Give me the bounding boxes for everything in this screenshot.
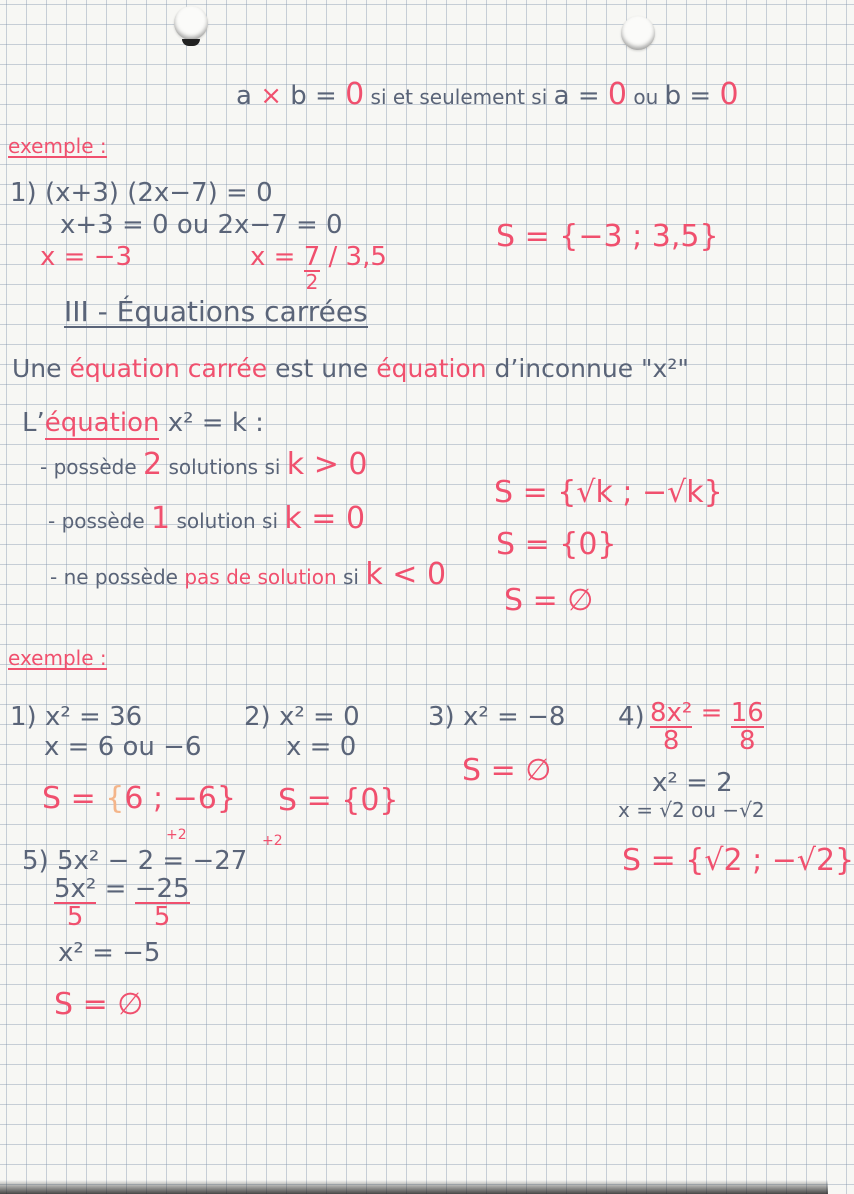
ex5-eq: =: [96, 874, 135, 904]
ex5-equation: 5) 5x² − 2 = −27: [22, 846, 248, 876]
def-part3: d’inconnue "x²": [486, 354, 689, 383]
case3-mid: si: [336, 565, 366, 589]
def-term2: équation: [376, 354, 487, 383]
case3-cond: k < 0: [365, 557, 447, 592]
ex4-den-left: 8: [662, 726, 680, 756]
ex5-divide: [54, 876, 190, 930]
rule-times: ×: [260, 81, 282, 111]
ex2-equation: 2) x² = 0: [244, 702, 360, 732]
ex1-set-prefix: S =: [42, 781, 106, 816]
case-one-solution: [48, 501, 366, 536]
example1-split: x+3 = 0 ou 2x−7 = 0: [60, 210, 343, 240]
def-part2: est une: [267, 354, 377, 383]
case1-key: 2: [143, 447, 163, 482]
ex4-num-right: 16: [730, 698, 764, 728]
example1-sol-a: x = −3: [40, 242, 133, 272]
example1-sol-b: [250, 244, 387, 292]
rule-b: b =: [290, 81, 346, 111]
def-term1: équation carrée: [69, 354, 268, 383]
case1-cond: k > 0: [286, 447, 368, 482]
ex1-equation: 1) x² = 36: [10, 702, 143, 732]
ex5-num-left: 5x²: [54, 874, 97, 904]
ex3-equation: 3) x² = −8: [428, 702, 566, 732]
ex4-den-right: 8: [738, 726, 756, 756]
rule-zero: 0: [345, 77, 365, 112]
ex4-num-left: 8x²: [650, 698, 693, 728]
example1-heading: exemple :: [8, 134, 107, 158]
rule-or: ou: [626, 85, 665, 109]
rule-b-part: b =: [664, 81, 720, 111]
case-two-solutions: [40, 447, 368, 482]
set-one-solution: S = {0}: [496, 527, 617, 562]
case1-text: - possède: [40, 455, 144, 479]
rule-statement: [236, 77, 739, 112]
ex4-label: 4): [618, 702, 645, 732]
ex5-mark-right: +2: [262, 833, 283, 849]
ex4-eq: =: [692, 698, 731, 728]
binder-hole-left: [174, 6, 208, 40]
rule-a: a: [236, 81, 252, 111]
rule-a-part: a =: [553, 81, 608, 111]
ex1-set-brace: {: [105, 781, 125, 816]
ex1-solutions: x = 6 ou −6: [44, 732, 202, 762]
case1-mid: solutions si: [162, 455, 287, 479]
intro-suffix: x² = k :: [159, 408, 264, 438]
sol-b-decimal: / 3,5: [328, 242, 387, 272]
example1-equation: 1) (x+3) (2x−7) = 0: [10, 178, 273, 208]
def-part1: Une: [12, 354, 70, 383]
ex1-set-body: 6 ; −6}: [124, 781, 236, 816]
case3-text: - ne possède: [50, 565, 185, 589]
section-title: III - Équations carrées: [64, 295, 368, 328]
intro-prefix: L’: [22, 408, 45, 438]
ex5-num-right: −25: [134, 874, 190, 904]
example2-heading: exemple :: [8, 646, 107, 670]
rule-zero-b: 0: [719, 77, 739, 112]
ex4-solutions: x = √2 ou −√2: [618, 798, 765, 822]
set-empty: S = ∅: [504, 583, 594, 618]
binder-hole-right: [621, 16, 655, 50]
case2-key: 1: [151, 501, 171, 536]
case3-key: pas de solution: [184, 565, 337, 589]
rule-zero-a: 0: [607, 77, 627, 112]
set-two-solutions: S = {√k ; −√k}: [494, 475, 723, 510]
ex4-equation: [650, 700, 764, 754]
cases-intro: [22, 410, 264, 436]
example1-solution-set: S = {−3 ; 3,5}: [496, 219, 719, 254]
sol-b-prefix: x =: [250, 242, 296, 272]
ex5-simplified: x² = −5: [58, 938, 161, 968]
sol-b-num: 7: [303, 242, 321, 272]
ex4-simplified: x² = 2: [652, 768, 733, 798]
ex5-set: S = ∅: [54, 987, 144, 1022]
ex5-den-right: 5: [153, 902, 171, 932]
case-no-solution: [50, 557, 447, 592]
ex2-set: S = {0}: [278, 783, 399, 818]
intro-term: équation: [44, 408, 160, 438]
definition: [12, 356, 689, 381]
ex3-set: S = ∅: [462, 753, 552, 788]
ex5-mark-left: +2: [166, 827, 187, 843]
case2-cond: k = 0: [284, 501, 366, 536]
ex1-set: [42, 781, 236, 816]
ex4-set: S = {√2 ; −√2}: [622, 843, 854, 878]
page-edge-shadow: [0, 1180, 828, 1194]
case2-text: - possède: [48, 509, 152, 533]
sol-b-den: 2: [305, 270, 319, 294]
case2-mid: solution si: [170, 509, 285, 533]
ex2-solution: x = 0: [286, 732, 357, 762]
ex5-den-left: 5: [66, 902, 84, 932]
rule-condition: si et seulement si: [364, 85, 554, 109]
